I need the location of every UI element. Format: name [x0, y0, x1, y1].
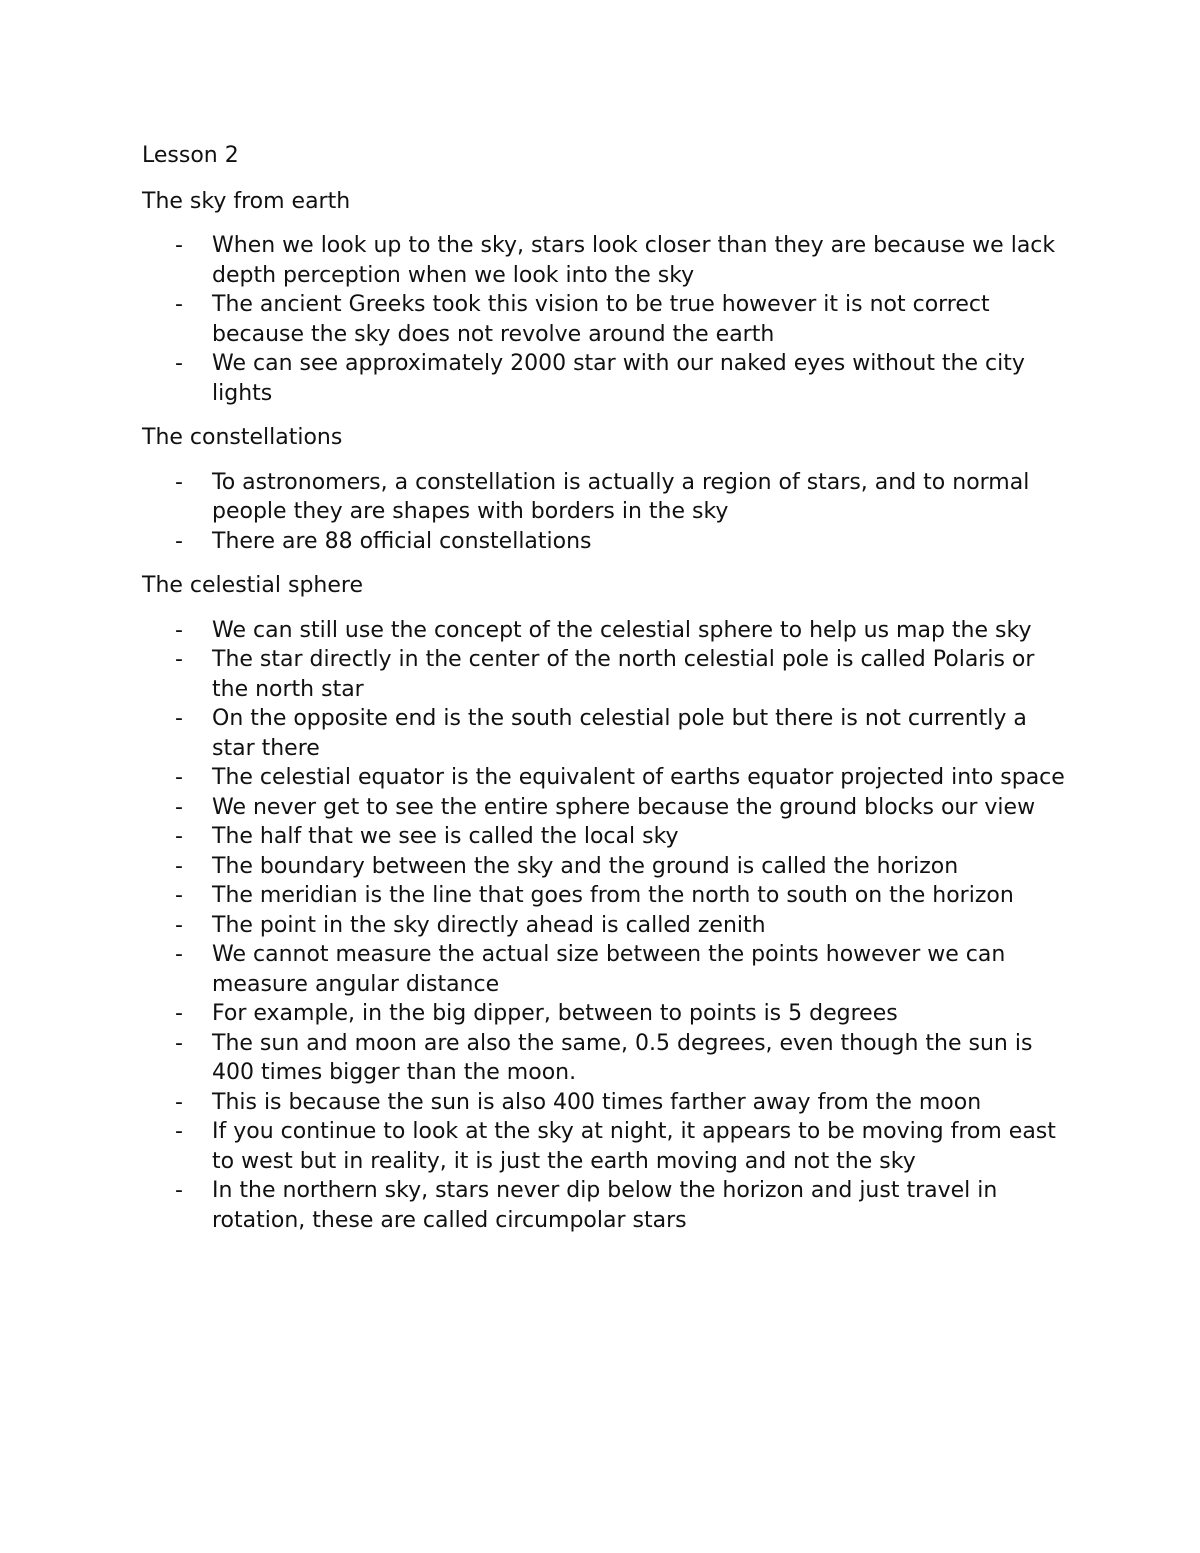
lesson-title: Lesson 2	[142, 143, 239, 168]
list-item: - The boundary between the sky and the ground is called the horizon	[142, 852, 1072, 882]
section	[142, 423, 1072, 556]
list-item: - On the opposite end is the south celestial pole but there is not currently a star there	[142, 704, 1072, 763]
bullet-list	[142, 616, 1072, 1236]
list-item: - We can see approximately 2000 star with our naked eyes without the city lights	[142, 349, 1072, 408]
section-heading: The celestial sphere	[142, 573, 363, 598]
list-item: - This is because the sun is also 400 times farther away from the moon	[142, 1088, 1072, 1118]
list-item: - If you continue to look at the sky at night, it appears to be moving from east to west but in reality, it is just the earth moving and not the sky	[142, 1117, 1072, 1176]
document-page	[142, 141, 1072, 1235]
list-item: - For example, in the big dipper, between to points is 5 degrees	[142, 999, 1072, 1029]
list-item: - The half that we see is called the local sky	[142, 822, 1072, 852]
section	[142, 187, 1072, 409]
list-item: - We can still use the concept of the celestial sphere to help us map the sky	[142, 616, 1072, 646]
bullet-list	[142, 468, 1072, 557]
list-item: - To astronomers, a constellation is actually a region of stars, and to normal people they are shapes with borders in the sky	[142, 468, 1072, 527]
list-item: - The meridian is the line that goes from the north to south on the horizon	[142, 881, 1072, 911]
list-item: - The celestial equator is the equivalent of earths equator projected into space	[142, 763, 1072, 793]
list-item: - We cannot measure the actual size between the points however we can measure angular distance	[142, 940, 1072, 999]
list-item: - The sun and moon are also the same, 0.5 degrees, even though the sun is 400 times bigger than the moon.	[142, 1029, 1072, 1088]
list-item: - The ancient Greeks took this vision to be true however it is not correct because the sky does not revolve around the earth	[142, 290, 1072, 349]
section-heading: The constellations	[142, 425, 343, 450]
list-item: - The star directly in the center of the north celestial pole is called Polaris or the north star	[142, 645, 1072, 704]
bullet-list	[142, 231, 1072, 408]
list-item: - In the northern sky, stars never dip below the horizon and just travel in rotation, these are called circumpolar stars	[142, 1176, 1072, 1235]
list-item: - The point in the sky directly ahead is called zenith	[142, 911, 1072, 941]
list-item: - When we look up to the sky, stars look closer than they are because we lack depth perception when we look into the sky	[142, 231, 1072, 290]
section-heading: The sky from earth	[142, 188, 351, 214]
section	[142, 571, 1072, 1235]
list-item: - There are 88 official constellations	[142, 527, 1072, 557]
sections-container	[142, 187, 1072, 1236]
list-item: - We never get to see the entire sphere because the ground blocks our view	[142, 793, 1072, 823]
